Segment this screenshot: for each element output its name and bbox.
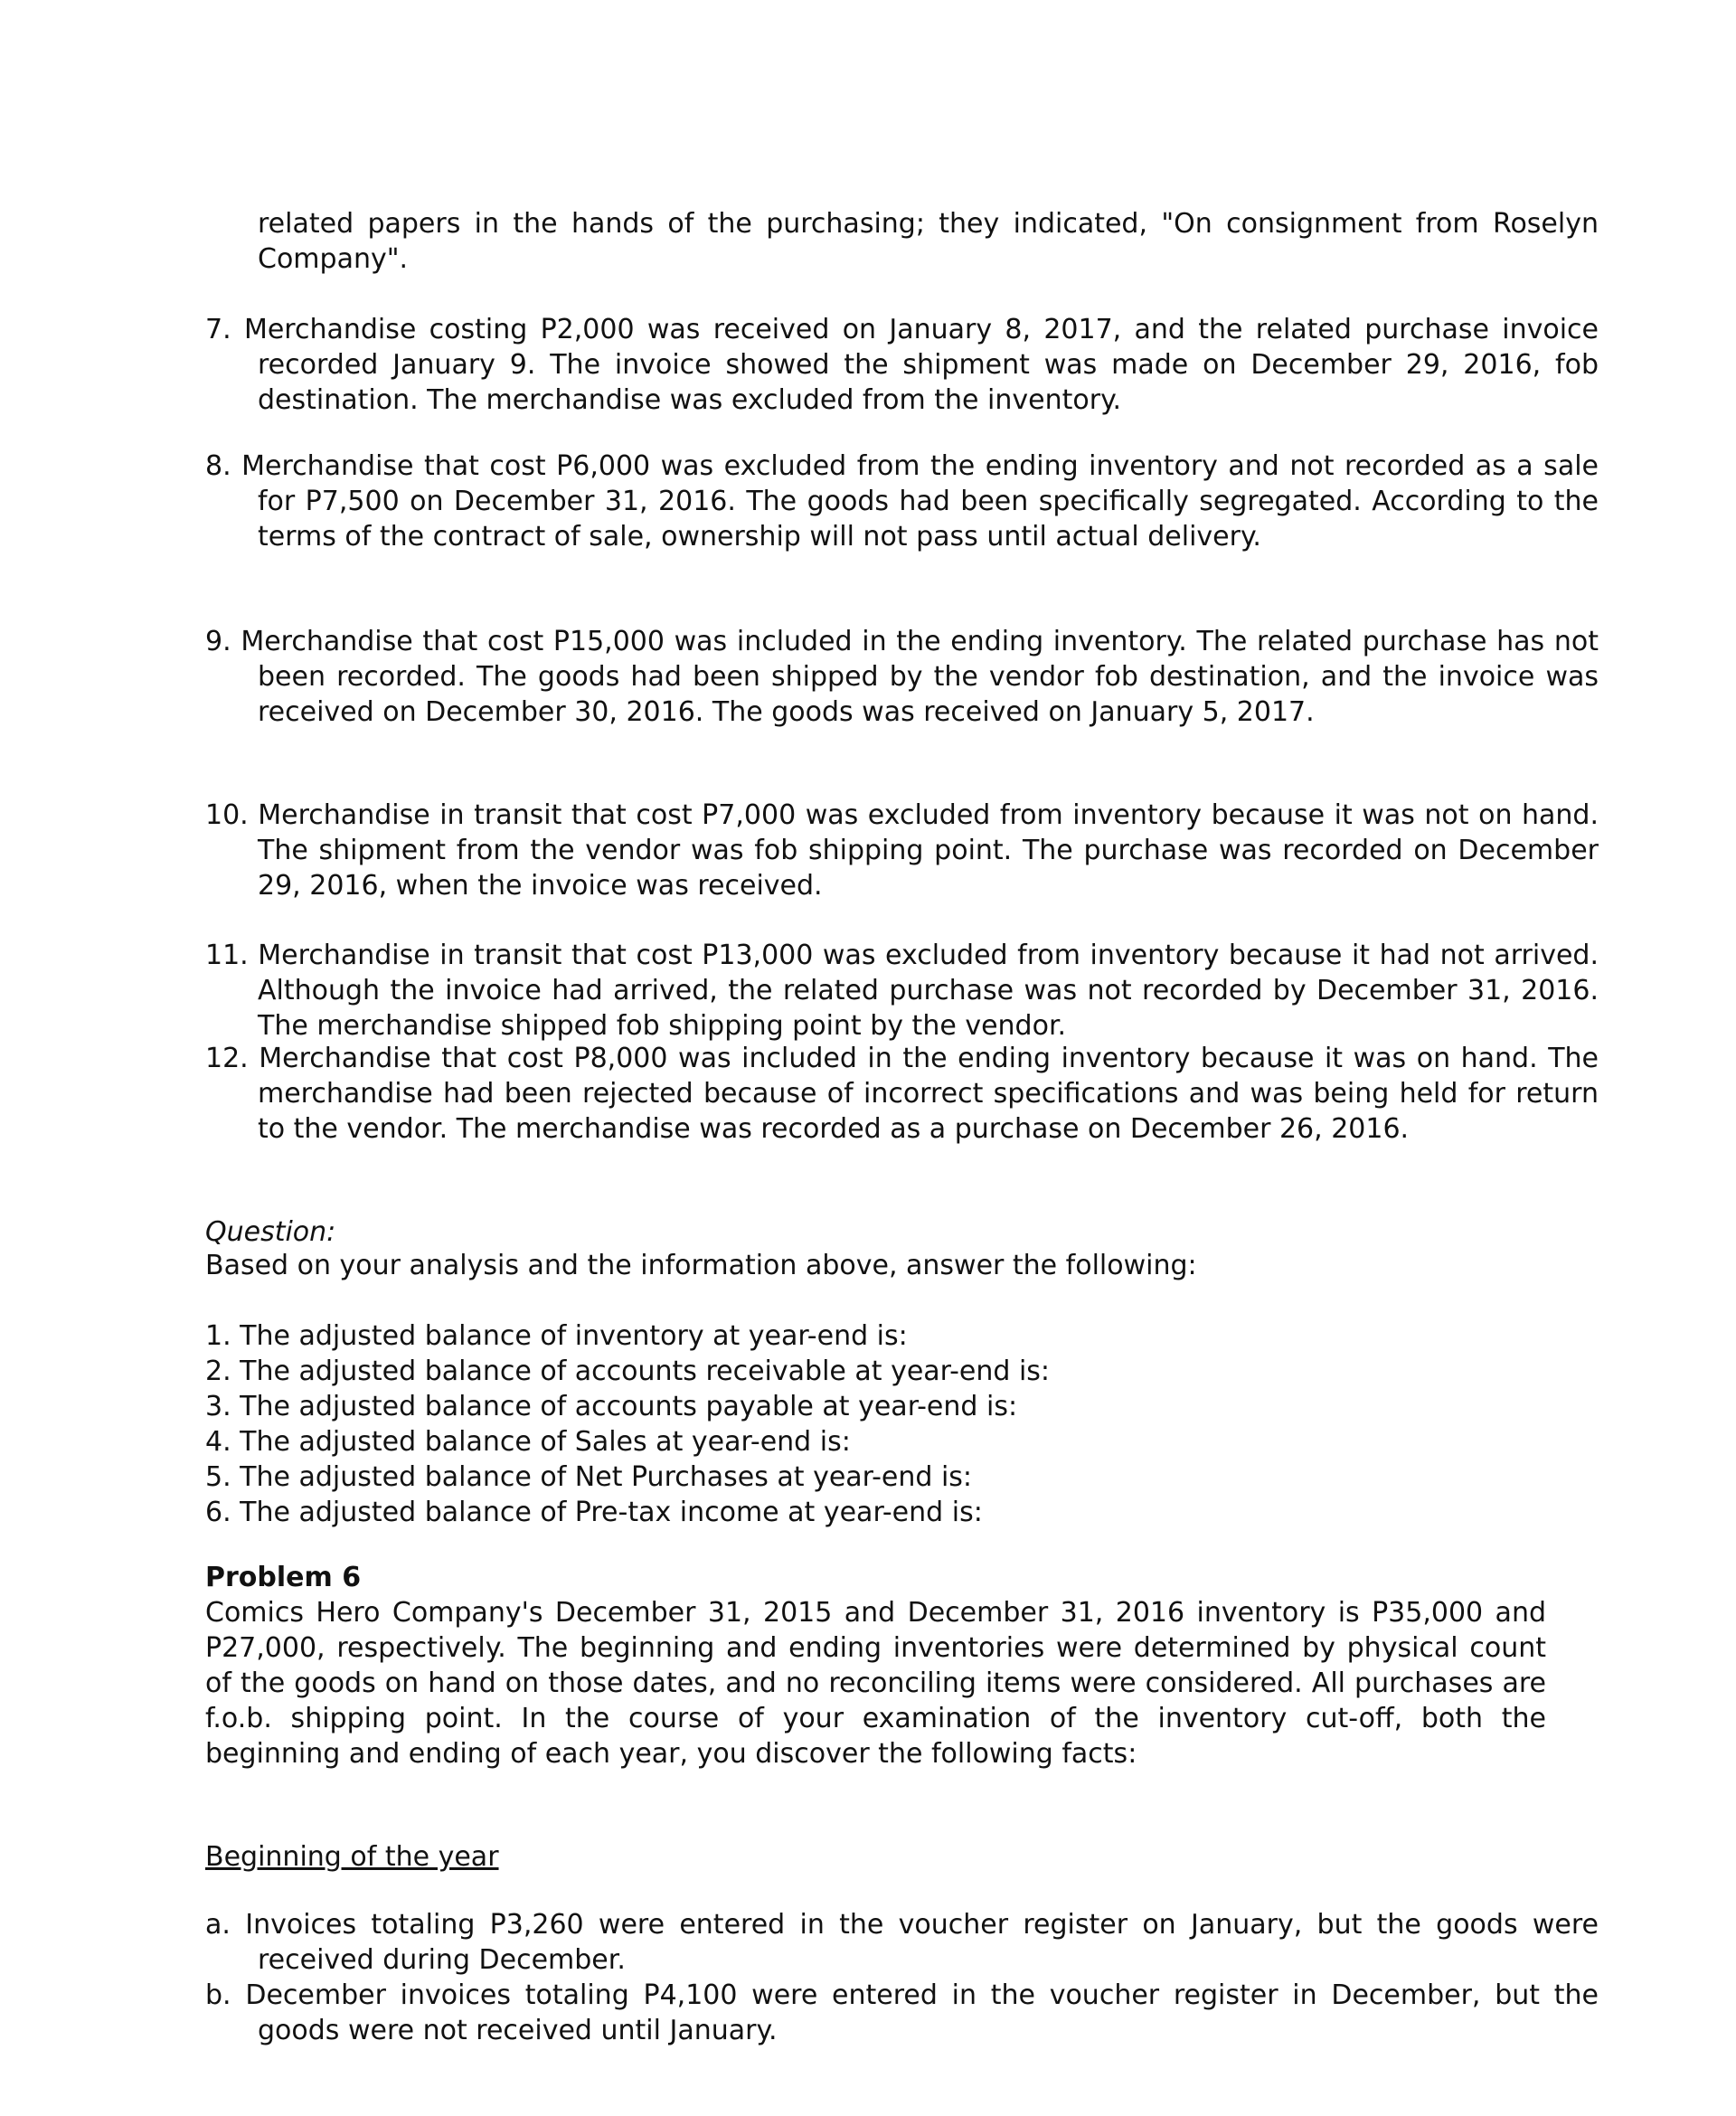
fact-letter: b. <box>205 1979 231 2011</box>
fact-item <box>205 1978 1599 2048</box>
fact-item <box>205 1907 1599 1978</box>
fact-letter: a. <box>205 1909 231 1941</box>
list-item <box>205 624 1599 730</box>
item-number: 12. <box>205 1043 249 1074</box>
item-number: 10. <box>205 799 249 831</box>
list-item <box>205 938 1599 1044</box>
list-item <box>205 798 1599 903</box>
question-item: 5. The adjusted balance of Net Purchases at year-end is: <box>205 1461 973 1493</box>
item-text: Merchandise that cost P8,000 was included in the ending inventory because it was on hand. The merchandise had been rejected because of incorrect specifications and was being held for return to the vendor. The merchandise was recorded as a purchase on December 26, 2016. <box>258 1043 1599 1145</box>
item-number: 9. <box>205 626 231 657</box>
continuation-paragraph: related papers in the hands of the purchasing; they indicated, "On consignment from Roselyn Company". <box>258 208 1599 275</box>
item-number: 8. <box>205 450 231 482</box>
item-number: 11. <box>205 940 249 971</box>
question-list <box>205 1318 1546 1530</box>
problem-body: Comics Hero Company's December 31, 2015 and December 31, 2016 inventory is P35,000 and P27,000, respectively. The beginning and ending inventories were determined by physical count of the goods on hand on those dates, and no reconciling items were considered. All purchases are f.o.b. shipping point. In the course of your examination of the inventory cut-off, both the beginning and ending of each year, you discover the following facts: <box>205 1597 1546 1770</box>
list-item <box>205 1041 1599 1147</box>
item-text: Merchandise that cost P6,000 was excluded from the ending inventory and not recorded as a sale for P7,500 on December 31, 2016. The goods had been specifically segregated. According to the terms of the contract of sale, ownership will not pass until actual delivery. <box>241 450 1599 553</box>
item-text: Merchandise in transit that cost P7,000 was excluded from inventory because it was not on hand. The shipment from the vendor was fob shipping point. The purchase was recorded on December 29, 2016, when the invoice was received. <box>258 799 1599 902</box>
question-item: 4. The adjusted balance of Sales at year-end is: <box>205 1426 851 1458</box>
question-item: 2. The adjusted balance of accounts receivable at year-end is: <box>205 1356 1051 1387</box>
item-text: Merchandise costing P2,000 was received on January 8, 2017, and the related purchase invoice recorded January 9. The invoice showed the shipment was made on December 29, 2016, fob destination. The merchandise was excluded from the inventory. <box>243 314 1599 416</box>
list-item <box>205 312 1599 418</box>
question-intro: Based on your analysis and the information above, answer the following: <box>205 1250 1197 1281</box>
question-item: 1. The adjusted balance of inventory at year-end is: <box>205 1320 908 1352</box>
section-heading <box>205 1839 1546 1875</box>
fact-text: December invoices totaling P4,100 were entered in the voucher register in December, but the goods were not received until January. <box>245 1979 1599 2046</box>
fact-text: Invoices totaling P3,260 were entered in the voucher register on January, but the goods were received during December. <box>245 1909 1599 1976</box>
question-item: 3. The adjusted balance of accounts payable at year-end is: <box>205 1391 1018 1422</box>
question-label: Question: <box>205 1216 336 1248</box>
problem-title: Problem 6 <box>205 1562 362 1593</box>
item-text: Merchandise that cost P15,000 was included in the ending inventory. The related purchase has not been recorded. The goods had been shipped by the vendor fob destination, and the invoice was received on December 30, 2016. The goods was received on January 5, 2017. <box>241 626 1599 728</box>
item-text: Merchandise in transit that cost P13,000 was excluded from inventory because it had not arrived. Although the invoice had arrived, the related purchase was not recorded by December 31, 2016. The merchandise shipped fob shipping point by the vendor. <box>258 940 1599 1042</box>
section-heading-text: Beginning of the year <box>205 1841 499 1873</box>
item-number: 7. <box>205 314 231 345</box>
question-item: 6. The adjusted balance of Pre-tax income at year-end is: <box>205 1497 983 1528</box>
list-item <box>205 449 1599 554</box>
